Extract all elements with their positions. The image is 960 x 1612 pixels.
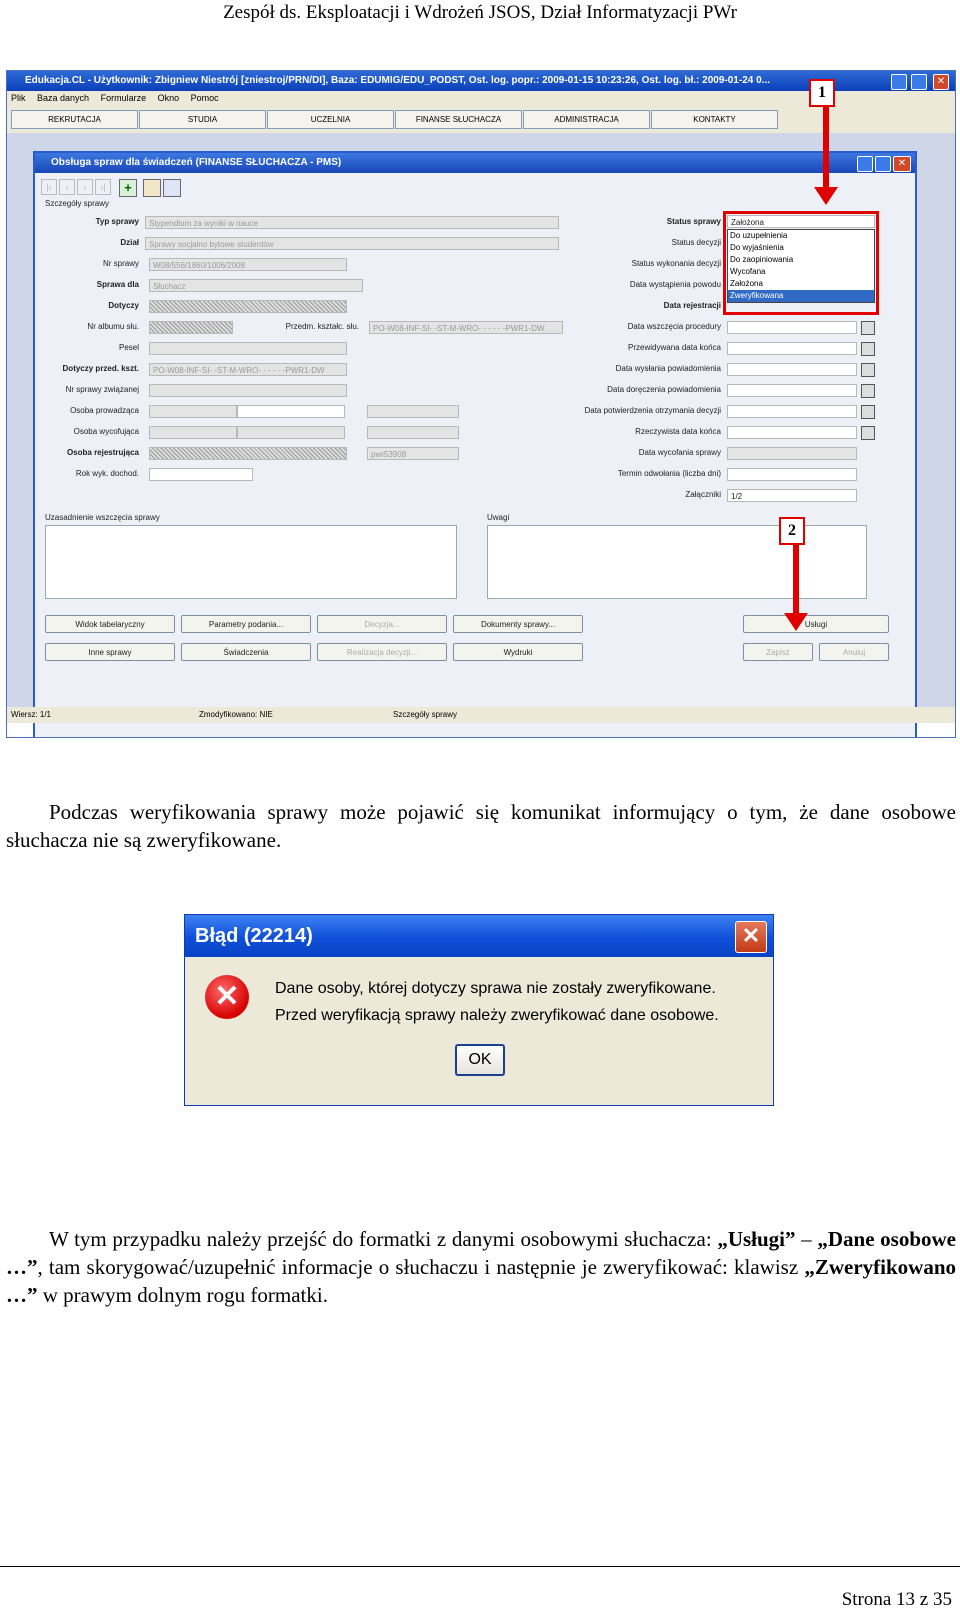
label-typ-sprawy: Typ sprawy — [95, 217, 139, 226]
dialog-message-line-2: Przed weryfikacją sprawy należy zweryfikować dane osobowe. — [275, 1007, 719, 1024]
form-close-icon[interactable]: ✕ — [893, 156, 911, 172]
status-dropdown-list — [727, 229, 875, 303]
paragraph-2-text: , tam skorygować/uzupełnić informacje o słuchaczu i następnie je zweryfikować: klawisz — [37, 1255, 805, 1279]
menu-plik[interactable]: Plik — [11, 93, 26, 103]
uzasadnienie-textarea[interactable] — [45, 525, 457, 599]
field-sprawa-dla[interactable]: Słuchacz — [149, 279, 363, 292]
paragraph-2-bold: „Usługi” — [717, 1227, 796, 1251]
close-icon[interactable]: ✕ — [933, 74, 949, 90]
status-option-selected[interactable]: Zweryfikowana — [728, 290, 874, 302]
label-dotyczy: Dotyczy — [108, 301, 139, 310]
label-dotyczy-przed: Dotyczy przed. kszt. — [62, 364, 139, 373]
field-data-potw[interactable] — [727, 405, 857, 418]
field-zalaczniki[interactable]: 1/2 — [727, 489, 857, 502]
arrow-2-head — [784, 613, 808, 631]
label-status-sprawy: Status sprawy — [666, 217, 721, 226]
paragraph-2-bold: „Zweryfikowano …” — [6, 1255, 956, 1307]
label-sprawa-dla: Sprawa dla — [96, 280, 139, 289]
label-nr-albumu: Nr albumu słu. — [87, 322, 139, 331]
paragraph-2-text: W tym przypadku należy przejść do formatki z danymi osobowymi słuchacza: — [49, 1227, 718, 1251]
paragraph-2-text: w prawym dolnym rogu formatki. — [37, 1283, 328, 1307]
anuluj-button[interactable]: Anuluj — [819, 643, 889, 661]
label-nr-sprawy: Nr sprawy — [102, 259, 139, 268]
label-przew-data: Przewidywana data końca — [628, 343, 721, 352]
field-dotyczy-przed[interactable]: PO-W08-INF-SI- -ST-M-WRO- - - - - -PWR1-DW — [149, 363, 347, 376]
calendar-icon[interactable] — [861, 363, 875, 377]
field-nr-sprawy-zw[interactable] — [149, 384, 347, 397]
label-termin: Termin odwołania (liczba dni) — [617, 469, 721, 478]
field-data-wycof[interactable] — [727, 447, 857, 460]
form-window — [33, 151, 917, 738]
status-select[interactable]: Założona — [727, 215, 875, 228]
form-maximize-icon[interactable] — [875, 156, 891, 172]
inne-sprawy-button[interactable]: Inne sprawy — [45, 643, 175, 661]
field-osoba-prow-b[interactable] — [237, 405, 345, 418]
dialog-title: Błąd (22214) — [185, 915, 773, 957]
label-data-rej: Data rejestracji — [663, 301, 721, 310]
calendar-icon[interactable] — [861, 405, 875, 419]
field-data-dor[interactable] — [727, 384, 857, 397]
field-osoba-wycof-a[interactable] — [149, 426, 237, 439]
error-icon: ✕ — [205, 975, 249, 1019]
section-label: Szczegóły sprawy — [45, 199, 110, 208]
field-rok-wyk[interactable] — [149, 468, 253, 481]
nav-tabs — [7, 105, 955, 133]
paragraph-2-text: – — [795, 1227, 818, 1251]
field-pesel[interactable] — [149, 342, 347, 355]
status-option[interactable]: Do wyjaśnienia — [730, 243, 784, 252]
status-bar-row: Wiersz: 1/1 — [11, 710, 52, 719]
error-dialog — [184, 914, 774, 1106]
field-dotyczy[interactable] — [149, 300, 347, 313]
label-zalaczniki: Załączniki — [685, 490, 721, 499]
ok-button[interactable]: OK — [455, 1044, 505, 1076]
status-bar — [7, 707, 955, 723]
last-record-icon[interactable]: ›| — [95, 179, 111, 195]
label-rzecz-data: Rzeczywista data końca — [635, 427, 721, 436]
status-option[interactable]: Założona — [730, 279, 763, 288]
parametry-podania-button[interactable]: Parametry podania... — [181, 615, 311, 633]
uslugi-button[interactable]: Usługi — [743, 615, 889, 633]
field-osoba-prow-c[interactable] — [367, 405, 459, 418]
label-osoba-prow: Osoba prowadząca — [70, 406, 139, 415]
field-osoba-wycof-b[interactable] — [237, 426, 345, 439]
window-title: Edukacja.CL - Użytkownik: Zbigniew Niestrój [zniestroj/PRN/DI], Baza: EDUMIG/EDU_PODST, Ost. log. popr.: 2009-01-15 10:23:26, Ost. log. bł.: 2009-01-24 0... — [7, 71, 955, 91]
tab-kontakty[interactable]: KONTAKTY — [651, 110, 778, 129]
label-nr-sprawy-zw: Nr sprawy związanej — [65, 385, 139, 394]
dialog-message — [275, 975, 719, 1029]
paragraph-2 — [6, 1225, 956, 1309]
dialog-close-icon[interactable]: ✕ — [735, 921, 767, 953]
label-pesel: Pesel — [118, 343, 139, 352]
zapisz-button[interactable]: Zapisz — [743, 643, 813, 661]
label-data-wysl: Data wysłania powiadomienia — [615, 364, 721, 373]
field-osoba-rej[interactable] — [149, 447, 347, 460]
field-przew-data[interactable] — [727, 342, 857, 355]
calendar-icon[interactable] — [861, 342, 875, 356]
menu-formularze[interactable]: Formularze — [100, 93, 147, 103]
arrow-1-line — [823, 107, 829, 189]
calendar-icon[interactable] — [861, 426, 875, 440]
field-nr-albumu[interactable] — [149, 321, 233, 334]
marker-2: 2 — [779, 517, 805, 545]
field-osoba-wycof-c[interactable] — [367, 426, 459, 439]
maximize-icon[interactable] — [911, 74, 927, 90]
wydruki-button[interactable]: Wydruki — [453, 643, 583, 661]
swiadczenia-button[interactable]: Świadczenia — [181, 643, 311, 661]
tab-rekrutacja[interactable]: REKRUTACJA — [11, 110, 138, 129]
field-data-wszcz[interactable] — [727, 321, 857, 334]
status-option[interactable]: Do uzupełnienia — [730, 231, 788, 240]
field-rzecz-data[interactable] — [727, 426, 857, 439]
realizacja-decyzji-button[interactable]: Realizacja decyzji... — [317, 643, 447, 661]
marker-1: 1 — [809, 79, 835, 107]
field-data-wysl[interactable] — [727, 363, 857, 376]
label-data-wycof: Data wycofania sprawy — [638, 448, 721, 457]
details-icon[interactable] — [163, 179, 181, 197]
label-osoba-wycof: Osoba wycofująca — [73, 427, 139, 436]
label-data-potw: Data potwierdzenia otrzymania decyzji — [584, 406, 721, 415]
tab-administracja[interactable]: ADMINISTRACJA — [523, 110, 650, 129]
uwagi-textarea[interactable] — [487, 525, 867, 599]
field-dzial[interactable]: Sprawy socjalno bytowe studentów — [145, 237, 559, 250]
add-record-icon[interactable]: + — [119, 179, 137, 197]
label-przedm-kszt: Przedm. kształc. słu. — [285, 322, 359, 331]
page-header: Zespół ds. Eksploatacji i Wdrożeń JSOS, Dział Informatyzacji PWr — [223, 2, 737, 23]
application-screenshot — [6, 70, 956, 738]
prev-record-icon[interactable]: ‹ — [59, 179, 75, 195]
menu-pomoc[interactable]: Pomoc — [190, 93, 219, 103]
label-osoba-rej: Osoba rejestrująca — [66, 448, 139, 457]
field-termin[interactable] — [727, 468, 857, 481]
tab-studia[interactable]: STUDIA — [139, 110, 266, 129]
page-number: Strona 13 z 35 — [841, 1589, 952, 1610]
status-option[interactable]: Do zaopiniowania — [730, 255, 794, 264]
minimize-icon[interactable] — [891, 74, 907, 90]
form-minimize-icon[interactable] — [857, 156, 873, 172]
arrow-2-line — [793, 545, 799, 615]
field-osoba-prow-a[interactable] — [149, 405, 237, 418]
label-uwagi: Uwagi — [487, 513, 510, 522]
search-icon[interactable] — [143, 179, 161, 197]
menu-baza-danych[interactable]: Baza danych — [37, 93, 90, 103]
label-data-wszcz: Data wszczęcia procedury — [627, 322, 721, 331]
field-typ-sprawy[interactable]: Stypendium za wyniki w nauce — [145, 216, 559, 229]
field-przedm-kszt[interactable]: PO-W08-INF-SI- -ST-M-WRO- - - - - -PWR1-DW — [369, 321, 563, 334]
label-status-decyzji: Status decyzji — [671, 238, 721, 247]
dokumenty-sprawy-button[interactable]: Dokumenty sprawy... — [453, 615, 583, 633]
arrow-1-head — [814, 187, 838, 205]
first-record-icon[interactable]: |‹ — [41, 179, 57, 195]
calendar-icon[interactable] — [861, 384, 875, 398]
status-bar-modified: Zmodyfikowano: NIE — [199, 710, 273, 719]
widok-tabelaryczny-button[interactable]: Widok tabelaryczny — [45, 615, 175, 633]
footer-rule — [0, 1566, 960, 1567]
tab-uczelnia[interactable]: UCZELNIA — [267, 110, 394, 129]
status-option[interactable]: Wycofana — [730, 267, 766, 276]
label-rok-wyk: Rok wyk. dochod. — [75, 469, 139, 478]
paragraph-2-bold: „Dane osobowe …” — [6, 1227, 957, 1279]
form-title: Obsługa spraw dla świadczeń (FINANSE SŁUCHACZA - PMS) — [35, 153, 915, 173]
menu-okno[interactable]: Okno — [157, 93, 180, 103]
decyzja-button[interactable]: Decyzja... — [317, 615, 447, 633]
next-record-icon[interactable]: › — [77, 179, 93, 195]
paragraph-1: Podczas weryfikowania sprawy może pojawić się komunikat informujący o tym, że dane osobowe słuchacza nie są zweryfikowane. — [6, 800, 956, 852]
tab-finanse-sluchacza[interactable]: FINANSE SŁUCHACZA — [395, 110, 522, 129]
field-nr-sprawy[interactable]: W08/556/1860/1006/2008 — [149, 258, 347, 271]
calendar-icon[interactable] — [861, 321, 875, 335]
dialog-message-line-1: Dane osoby, której dotyczy sprawa nie zostały zweryfikowane. — [275, 980, 716, 997]
label-status-wyk: Status wykonania decyzji — [631, 259, 721, 268]
label-dzial: Dział — [120, 238, 139, 247]
status-bar-view: Szczegóły sprawy — [393, 710, 458, 719]
label-data-dor: Data doręczenia powiadomienia — [607, 385, 721, 394]
field-osoba-rej-login[interactable]: pwr53908 — [367, 447, 459, 460]
label-data-wyst: Data wystąpienia powodu — [629, 280, 721, 289]
label-uzasadnienie: Uzasadnienie wszczęcia sprawy — [45, 513, 160, 522]
